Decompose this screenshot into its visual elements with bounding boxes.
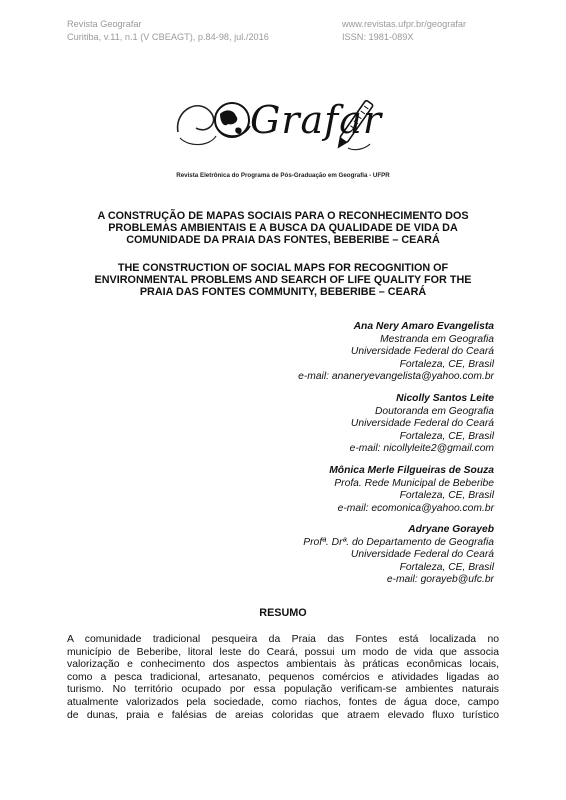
author-block	[303, 524, 494, 587]
author-location: Fortaleza, CE, Brasil	[399, 490, 494, 502]
abstract-line-text: como a pesca tradicional, artesanato, pequenos comércios e atividades ligadas ao	[67, 671, 499, 683]
author-email[interactable]: e-mail: ananeryevangelista@yahoo.com.br	[298, 371, 494, 383]
journal-subtitle: Revista Eletrônica do Programa de Pós-Graduação em Geografia - UFPR	[176, 172, 390, 179]
author-institution: Universidade Federal do Ceará	[350, 418, 494, 430]
author-block	[329, 465, 494, 515]
abstract-line	[67, 672, 499, 685]
author-role: Profa. Rede Municipal de Beberibe	[334, 477, 494, 489]
issue-info: Curitiba, v.11, n.1 (V CBEAGT), p.84-98, jul./2016	[67, 31, 269, 42]
abstract-line	[67, 647, 499, 660]
abstract-line-text: de dunas, praia e falésias de areias coloridas que atraem elevado fluxo turístico	[67, 709, 499, 721]
title-english	[75, 262, 491, 299]
abstract-line	[67, 634, 499, 647]
abstract-body	[67, 634, 499, 722]
author-name: Ana Nery Amaro Evangelista	[353, 321, 494, 332]
journal-logo	[170, 90, 395, 162]
abstract-line-text: município de Beberibe, litoral leste do Ceará, possui um modo de vida que associa	[67, 646, 499, 658]
author-location: Fortaleza, CE, Brasil	[399, 430, 494, 442]
title-line: ENVIRONMENTAL PROBLEMS AND SEARCH OF LIFE QUALITY FOR THE	[94, 274, 472, 287]
author-name: Mônica Merle Filgueiras de Souza	[329, 465, 494, 476]
author-institution: Universidade Federal do Ceará	[350, 346, 494, 358]
abstract-line	[67, 710, 499, 723]
abstract-heading: RESUMO	[259, 607, 307, 619]
running-header-left	[67, 18, 269, 43]
running-header-right	[342, 18, 466, 43]
author-block	[298, 321, 494, 384]
author-name: Nicolly Santos Leite	[396, 393, 494, 404]
abstract-line-text: turismo. No território ocupado por essa população verificam-se ambientes naturais	[67, 684, 499, 696]
author-role: Mestranda em Geografia	[380, 333, 494, 345]
abstract-line	[67, 659, 499, 672]
title-line: PROBLEMAS AMBIENTAIS E A BUSCA DA QUALIDADE DE VIDA DA	[108, 222, 458, 235]
journal-url[interactable]: www.revistas.ufpr.br/geografar	[342, 19, 467, 29]
abstract-line-text: atualmente valorizados pela sociedade, como riachos, fontes de água doce, campo	[67, 696, 499, 708]
abstract-line-text: valorização e conhecimento dos aspectos ambientais às práticas econômicas locais,	[67, 659, 499, 671]
author-email[interactable]: e-mail: gorayeb@ufc.br	[386, 574, 494, 586]
abstract-line-text: A comunidade tradicional pesqueira da Praia das Fontes está localizada no	[67, 634, 499, 645]
author-email[interactable]: e-mail: ecomonica@yahoo.com.br	[337, 502, 494, 514]
abstract-line	[67, 697, 499, 710]
author-role: Doutoranda em Geografia	[374, 405, 494, 417]
title-line: PRAIA DAS FONTES COMMUNITY, BEBERIBE – CEARÁ	[139, 286, 427, 299]
abstract-line	[67, 684, 499, 697]
author-email[interactable]: e-mail: nicollyleite2@gmail.com	[349, 443, 494, 455]
issn: ISSN: 1981-089X	[342, 31, 414, 42]
title-line: A CONSTRUÇÃO DE MAPAS SOCIAIS PARA O RECONHECIMENTO DOS	[97, 210, 469, 222]
author-location: Fortaleza, CE, Brasil	[399, 358, 494, 370]
title-line: THE CONSTRUCTION OF SOCIAL MAPS FOR RECOGNITION OF	[117, 262, 449, 274]
author-role: Profª. Drª. do Departamento de Geografia	[303, 536, 494, 548]
author-block	[350, 393, 494, 456]
logo-wordmark: Grafar	[250, 98, 383, 142]
author-institution: Universidade Federal do Ceará	[350, 549, 494, 561]
author-name: Adryane Gorayeb	[408, 524, 494, 535]
journal-name: Revista Geografar	[67, 19, 142, 29]
title-line: COMUNIDADE DA PRAIA DAS FONTES, BEBERIBE – CEARÁ	[126, 234, 440, 247]
author-location: Fortaleza, CE, Brasil	[399, 561, 494, 573]
title-portuguese	[75, 210, 491, 247]
